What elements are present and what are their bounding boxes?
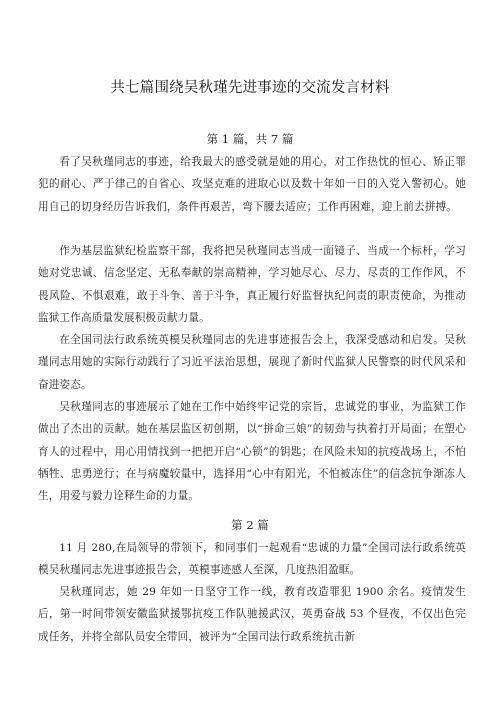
paragraph: 作为基层监狱纪检监察干部，我将把吴秋瑾同志当成一面镜子、当成一个标杆，学习她对党忠诚、信念坚定、无私奉献的崇高精神，学习她尽心、尽力、尽责的工作作风，不畏风险、不惧艰难，敢于斗争、善于斗争，真正履行好监督执纪问责的职责使命，为推动监狱工作高质量发展积极贡献力量。 xyxy=(38,245,466,324)
document-title: 共七篇围绕吴秋瑾先进事迹的交流发言材料 xyxy=(110,80,390,96)
paragraph: 吴秋瑾同志，她 29 年如一日坚守工作一线，教育改造罪犯 1900 余名。疫情发生后，第一时间带领安徽监狱援鄂抗疫工作队驰援武汉，英勇奋战 53 个昼夜，不仅出色完成任务，并将全部队员安全带回，被评为“全国司法行政系统抗击新 xyxy=(38,586,466,643)
section-heading-2: 第 2 篇 xyxy=(231,518,269,532)
paragraph: 在全国司法行政系统英模吴秋瑾同志的先进事迹报告会上，我深受感动和启发。吴秋瑾同志用她的实际行动践行了习近平法治思想，展现了新时代监狱人民警察的时代风采和奋进姿态。 xyxy=(38,334,466,391)
paragraph: 11 月 280,在局领导的带领下，和同事们一起观看“忠诚的力量”全国司法行政系统英模吴秋瑾同志先进事迹报告会，英模事迹感人至深，几度热泪盈眶。 xyxy=(38,542,466,577)
section-heading-1: 第 1 篇，共 7 篇 xyxy=(206,132,294,146)
paragraph: 看了吴秋瑾同志的事迹，给我最大的感受就是她的用心，对工作热忱的恒心、矫正罪犯的耐心、严于律己的自省心、攻坚克难的进取心以及数十年如一日的入党入警初心。她用自己的切身经历告诉我们，条件再艰苦，弯下腰去适应；工作再困难，迎上前去拼搏。 xyxy=(38,156,466,213)
paragraph: 吴秋瑾同志的事迹展示了她在工作中始终牢记党的宗旨，忠诚党的事业，为监狱工作做出了杰出的贡献。她在基层监区初创期，以“拼命三娘”的韧劲与执着打开局面；在塑心育人的过程中，用心用情找到一把把开启“心锁”的钥匙；在风险未知的抗疫战场上，不怕牺牲、忠勇逆行；在与病魔较量中，选择用“心中有阳光，不怕被冻住”的信念抗争渐冻人生，用爱与毅力诠释生命的力量。 xyxy=(38,401,466,503)
